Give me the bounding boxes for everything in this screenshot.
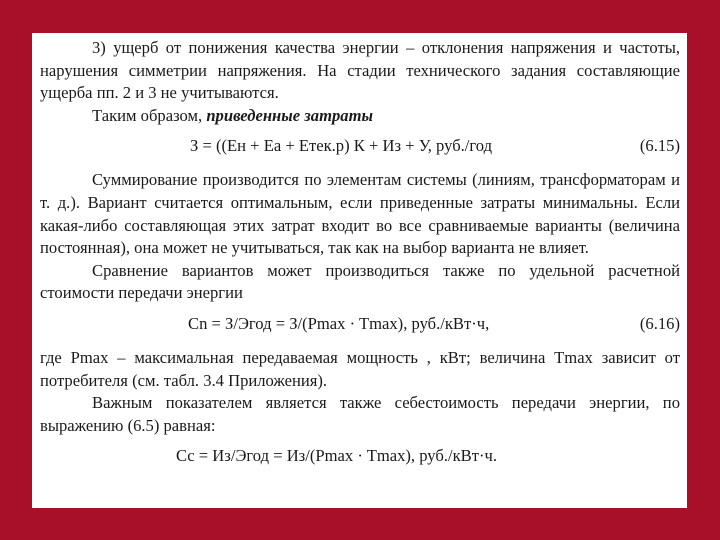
paragraph-where-pmax: где Pmax – максимальная передаваемая мощность , кВт; величина Tmax зависит от потребителя (см. табл. 3.4 Приложения). xyxy=(40,347,680,390)
formula-6-15-expression: З = ((Ен + Еа + Етек.р) К + Из + У, руб./год xyxy=(190,136,493,156)
document-page xyxy=(32,33,687,508)
formula-6-16-expression: Сn = З/Эгод = З/(Pmax · Tmax), руб./кВт·ч, xyxy=(188,313,490,333)
formula-6-16 xyxy=(40,307,680,341)
formula-cost-price-expression: Сс = Из/Эгод = Из/(Pmax · Tmax), руб./кВт·ч. xyxy=(176,446,497,466)
formula-cost-price xyxy=(40,439,680,473)
paragraph-comparison: Сравнение вариантов может производиться также по удельной расчетной стоимости передачи энергии xyxy=(40,260,680,303)
formula-6-15-number: (6.15) xyxy=(639,136,680,156)
paragraph-damage-quality: 3) ущерб от понижения качества энергии – отклонения напряжения и частоты, нарушения симметрии напряжения. На стадии технического задания составляющие ущерба пп. 2 и 3 не учитываются. xyxy=(40,38,680,103)
document-content xyxy=(40,37,680,479)
paragraph-summation: Суммирование производится по элементам системы (линиям, трансформаторам и т. д.). Вариант считается оптимальным, если приведенные затраты минимальны. Если какая-либо составляющая этих затрат входит во все сравниваемые варианты (величина постоянная), она может не учитываться, так как на выбор варианта не влияет. xyxy=(40,170,680,258)
paragraph-reduced-costs-prefix: Таким образом, xyxy=(92,105,207,125)
formula-6-15 xyxy=(40,129,680,163)
paragraph-reduced-costs-intro xyxy=(40,105,680,128)
term-reduced-costs: приведенные затраты xyxy=(206,105,373,125)
formula-6-16-number: (6.16) xyxy=(639,313,680,333)
paragraph-cost-price: Важным показателем является также себестоимость передачи энергии, по выражению (6.5) равная: xyxy=(40,393,680,435)
